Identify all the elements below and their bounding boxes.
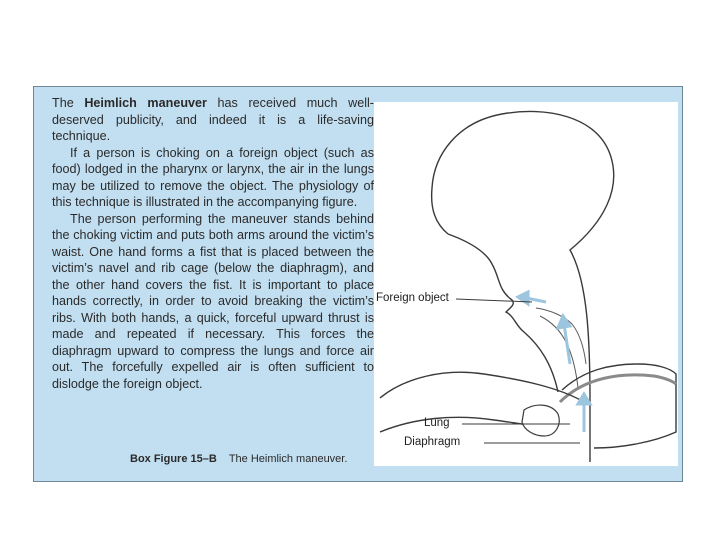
caption-label: Box Figure 15–B xyxy=(130,453,217,465)
figure-caption xyxy=(130,453,347,465)
intro-rest: has received much well-deserved publicity, and indeed it is a life-saving technique. xyxy=(52,96,374,143)
victim-head-outline xyxy=(432,111,614,462)
term-heimlich-maneuver: Heimlich maneuver xyxy=(84,96,207,110)
rescuer-fist-outline xyxy=(522,405,559,436)
paragraph-intro xyxy=(52,95,374,145)
label-foreign-object: Foreign object xyxy=(376,292,449,304)
paragraph-choking: If a person is choking on a foreign object (such as food) lodged in the pharynx or larynx, the air in the lungs may be utilized to remove the object. The physiology of this technique is illustrated in the accompanying figure. xyxy=(52,145,374,209)
label-diaphragm: Diaphragm xyxy=(404,436,461,448)
illustration-drawing xyxy=(374,102,678,466)
box-text xyxy=(52,95,374,392)
heimlich-illustration xyxy=(374,102,678,466)
intro-lead: The xyxy=(52,96,85,110)
label-lung: Lung xyxy=(424,417,450,429)
caption-text: The Heimlich maneuver. xyxy=(228,453,348,465)
textbook-box xyxy=(33,86,683,482)
victim-face-profile xyxy=(448,234,558,392)
paragraph-procedure: The person performing the maneuver stands behind the choking victim and puts both arms around the victim’s waist. One hand forms a fist that is placed between the victim’s navel and rib cage (below the diaphragm), and the other hand covers the fist. It is important to place hands correctly, in order to avoid breaking the victim’s ribs. With both hands, a quick, forceful upward thrust is made and repeated if necessary. This forces the diaphragm upward to compress the lungs and force air out. The forcefully expelled air is often sufficient to dislodge the foreign object. xyxy=(52,211,374,391)
